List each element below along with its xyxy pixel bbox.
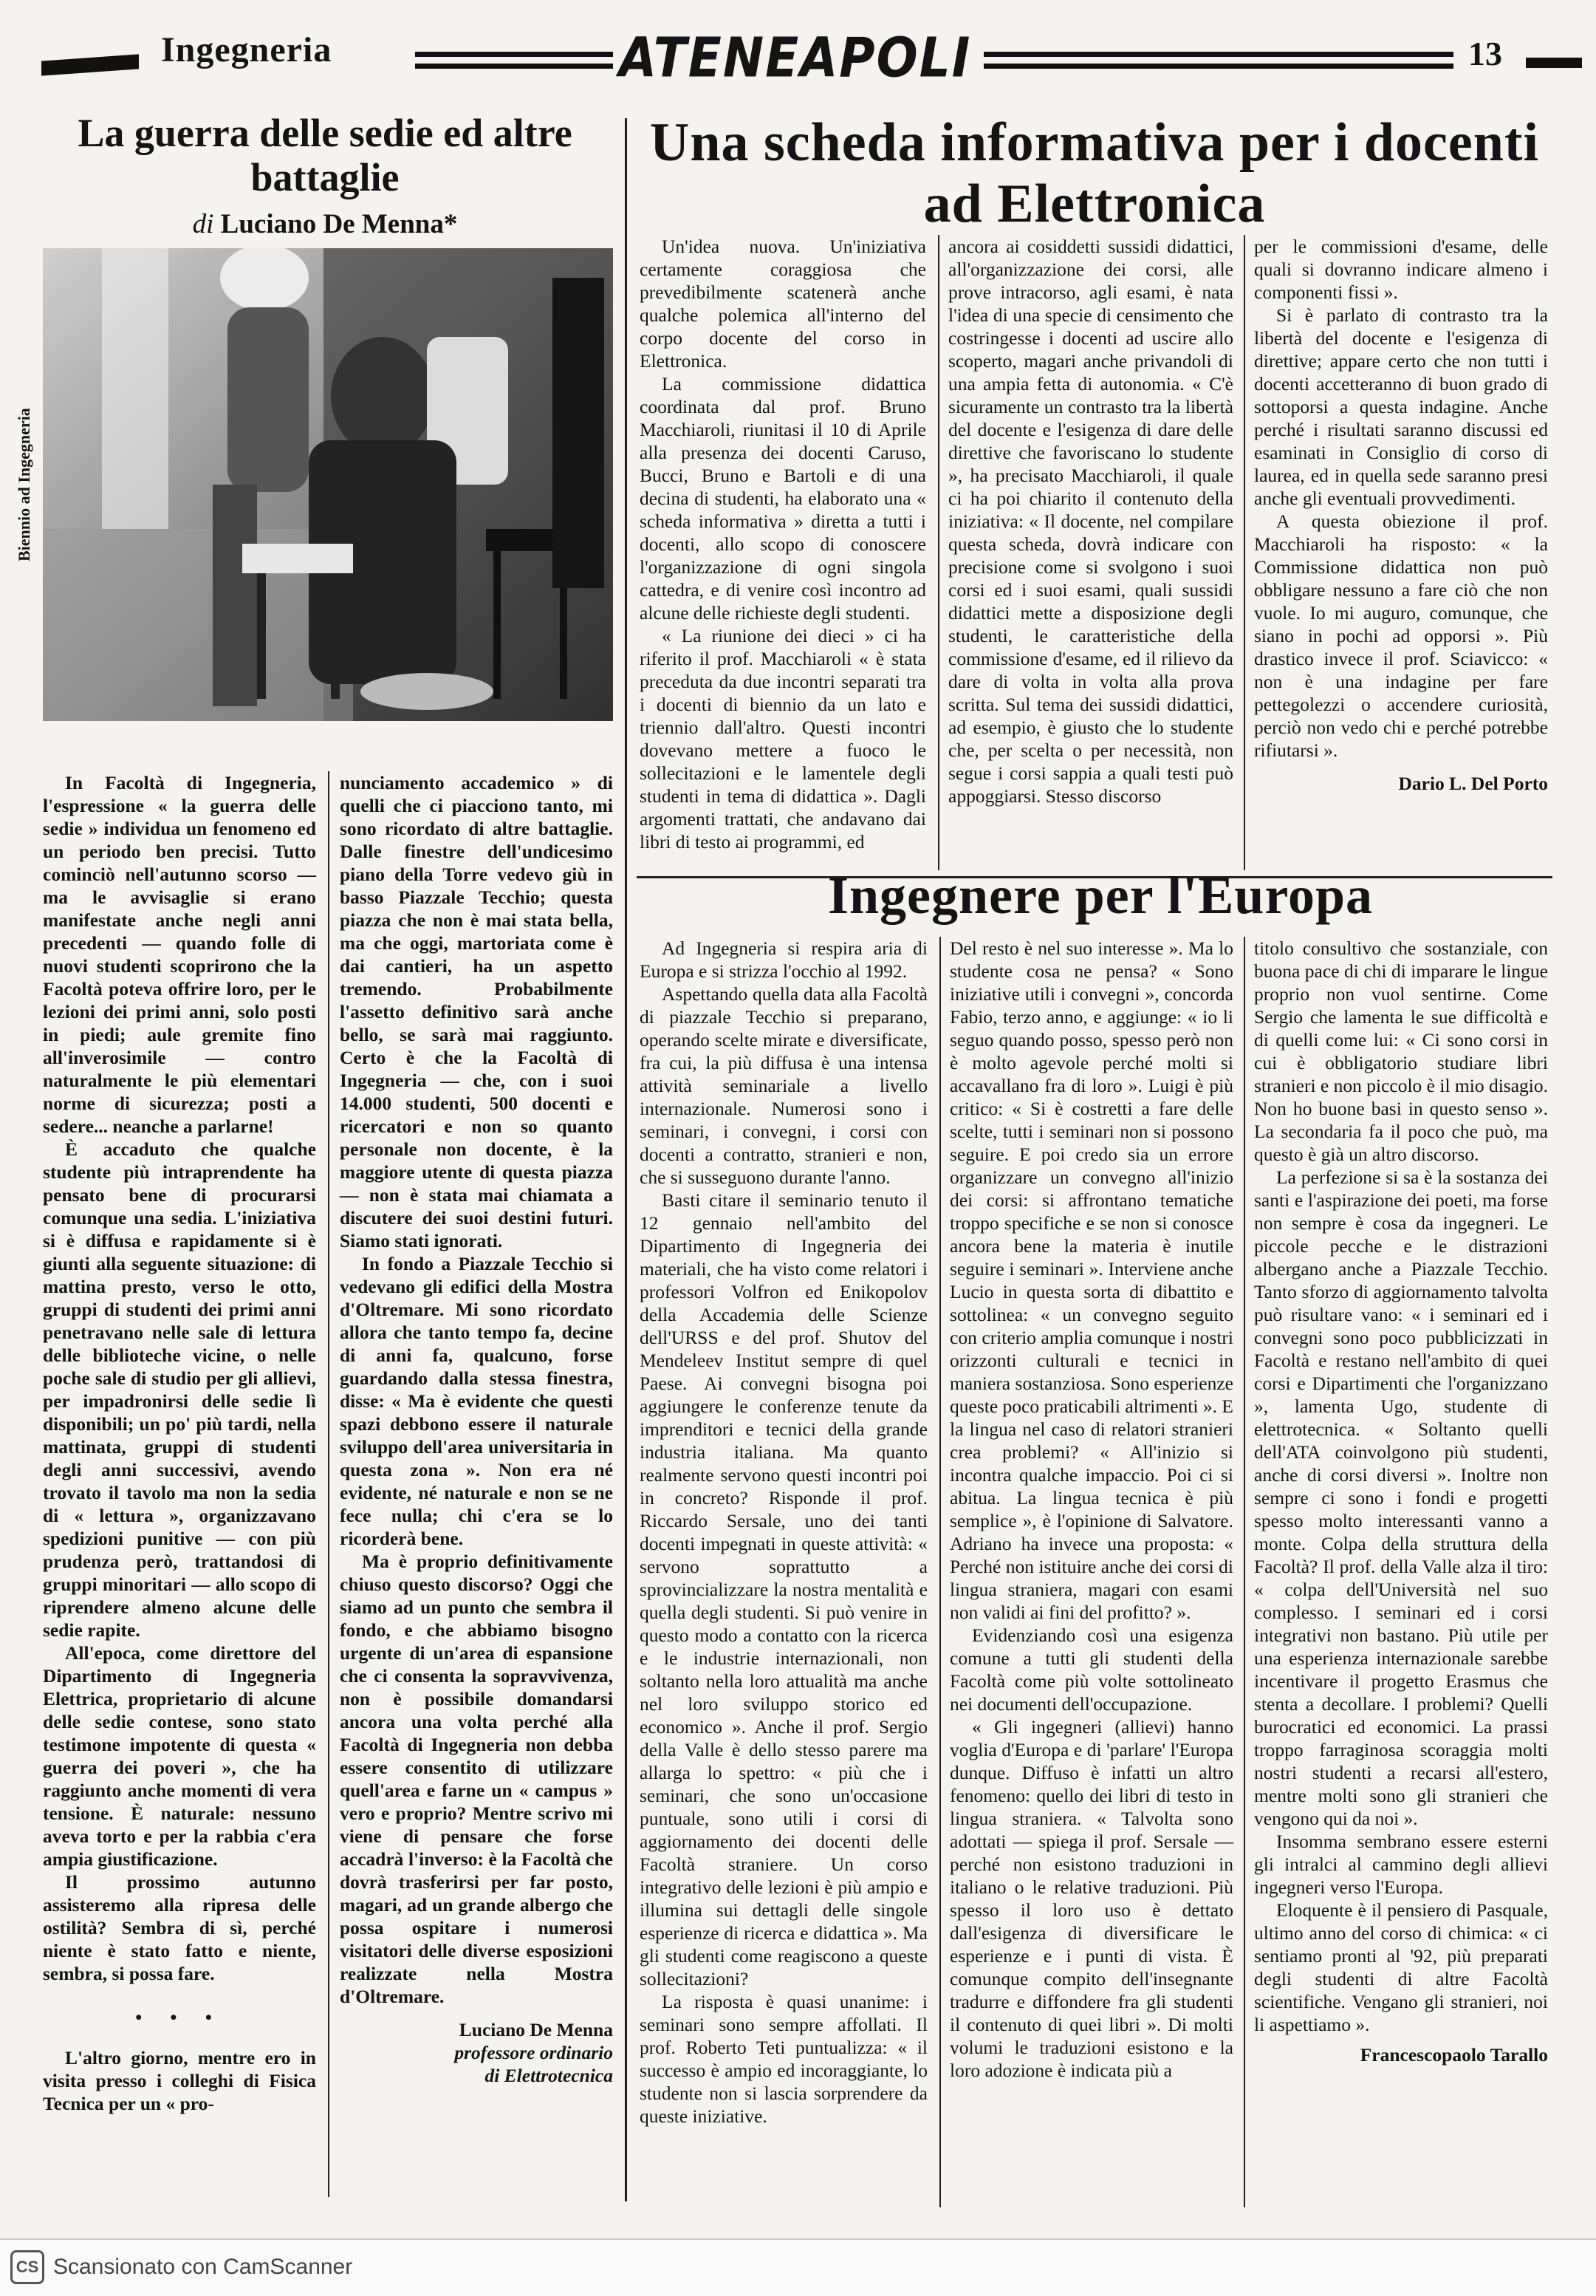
paragraph: All'epoca, come direttore del Dipartimento di Ingegneria Elettrica, proprietario di alcune delle sedie contese, sono stato testimone impotente di questa « guerra dei poveri », che ha raggiunto anche momenti di vera tensione. È naturale: nessuno aveva torto e per la rabbia c'era ampia giustificazione. bbox=[43, 1642, 316, 1870]
paragraph: Aspettando quella data alla Facoltà di piazzale Tecchio si preparano, operando scelte mirate e diversificate, fra cui, la più diffusa è una intensa attività seminariale a livello internazionale. Numerosi sono i seminari, i convegni, i corsi con docenti a contratto, stranieri e non, che si susseguono durante l'anno. bbox=[640, 983, 928, 1188]
article1-byline bbox=[59, 208, 591, 240]
column-divider-a3-2 bbox=[1244, 937, 1245, 2207]
paragraph: nunciamento accademico » di quelli che ci piacciono tanto, mi sono ricordato di altre battaglie. Dalle finestre dell'undicesimo piano della Torre vedevo giù in basso Piazzale Tecchio; questa piazza che non è mai stata bella, ma che oggi, martoriata come è dai cantieri, ha un aspetto tremendo. Probabilmente l'assetto definitivo sarà anche bello, se sarà mai raggiunto. Certo è che la Facoltà di Ingegneria — che, con i suoi 14.000 studenti, 500 docenti e ricercatori e non so quanto personale non docente, è la maggiore utente di questa piazza — non è stata mai chiamata a discutere dei suoi destini futuri. Siamo stati ignorati. bbox=[340, 772, 613, 1251]
column-divider-a2-1 bbox=[938, 235, 939, 870]
article1-title: La guerra delle sedie ed altre battaglie bbox=[78, 111, 572, 200]
article1-signature-name: Luciano De Menna bbox=[459, 2019, 613, 2040]
article2-title: Una scheda informativa per i docenti ad Elettronica bbox=[649, 112, 1540, 234]
paragraph: Ad Ingegneria si respira aria di Europa e si strizza l'occhio al 1992. bbox=[640, 937, 928, 982]
section-separator: • • • bbox=[135, 2006, 224, 2028]
byline-author: Luciano De Menna* bbox=[220, 209, 458, 239]
header-rule-right bbox=[984, 52, 1453, 57]
scanner-footer-text: Scansionato con CamScanner bbox=[53, 2255, 353, 2279]
article2-column-2 bbox=[948, 235, 1233, 807]
header-rule-left bbox=[41, 54, 139, 75]
paragraph: Eloquente è il pensiero di Pasquale, ultimo anno del corso di chimica: « ci sentiamo pronti al '92, più preparati degli studenti di altre Facoltà scientifiche. Vengano gli stranieri, noi li aspettiamo ». bbox=[1254, 1899, 1548, 2035]
paragraph: ancora ai cosiddetti sussidi didattici, all'organizzazione dei corsi, alle prove intracorso, agli esami, è nata l'idea di una specie di censimento che costringesse i docenti ad uscire allo scoperto, magari anche privandoli di una ampia fetta di autonomia. « C'è sicuramente un contrasto tra la libertà del docente e l'esigenza di dare delle direttive che favoriscano lo studente », ha precisato Macchiaroli, il quale ci ha poi chiarito il contenuto della iniziativa: « Il docente, nel compilare questa scheda, dovrà indicare con precisione come si svolgono i suoi corsi ed i suoi esami, quali sussidi didattici mette a disposizione degli studenti, le caratteristiche della commissione d'esame, ed il rilievo da dare di volta in volta alla prova scritta. Sul tema dei sussidi didattici, ad esempio, è giusto che lo studente che, per scelta o per necessità, non segue i corsi sappia a quali testi può appoggiarsi. Stesso discorso bbox=[948, 236, 1233, 807]
article3-column-1 bbox=[640, 937, 928, 2128]
header-rule-right-2 bbox=[984, 64, 1453, 69]
article2-column-1 bbox=[640, 235, 926, 853]
paragraph: La risposta è quasi unanime: i seminari sono sempre affollati. Il prof. Roberto Teti puntualizza: « il successo è ampio ed incoraggiante, lo studente non si lascia sorprendere da queste iniziative. bbox=[640, 1991, 928, 2127]
paragraph: Si è parlato di contrasto tra la libertà del docente e l'esigenza di direttive; appare certo che non tutti i docenti accetteranno di buon grado di sottoporsi a questa indagine. Anche perché i risultati saranno discussi ed esaminati in Consiglio di corso di laurea, ed in quella sede saranno presi anche gli eventuali provvedimenti. bbox=[1254, 304, 1548, 509]
paragraph: La commissione didattica coordinata dal prof. Bruno Macchiaroli, riunitasi il 10 di Aprile alla presenza dei docenti Caruso, Bucci, Bruno e Bartoli e di una decina di studenti, ha elaborato una « scheda informativa » diretta a tutti i docenti, allo scopo di conoscere l'organizzazione di ogni singola cattedra, e di venire così incontro ad alcune delle richieste degli studenti. bbox=[640, 373, 926, 623]
paragraph: Insomma sembrano essere esterni gli intralci al cammino degli allievi ingegneri verso l'Europa. bbox=[1254, 1831, 1548, 1898]
paragraph: Il prossimo autunno assisteremo alla ripresa delle ostilità? Sembra di sì, perché niente è stato fatto e niente, sembra, si possa fare. bbox=[43, 1871, 316, 1984]
paragraph: In Facoltà di Ingegneria, l'espressione « la guerra delle sedie » individua un fenomeno ed un periodo ben precisi. Tutto cominciò nell'autunno scorso — ma le avvisaglie si erano manifestate anche negli anni precedenti — quando folle di nuovi studenti scoprirono che la Facoltà poteva offrire loro, per le lezioni dei primi anni, solo posti in piedi; aule gremite fino all'inverosimile — contro naturalmente le più elementari norme di sicurezza; posti a sedere... neanche a parlarne! bbox=[43, 772, 316, 1137]
column-divider-a1 bbox=[328, 771, 329, 2197]
article1-photo bbox=[43, 248, 613, 721]
header-rule-mid-left bbox=[415, 52, 613, 57]
article3-column-3 bbox=[1254, 937, 1548, 2066]
paragraph: L'altro giorno, mentre ero in visita presso i colleghi di Fisica Tecnica per un « pro- bbox=[43, 2047, 316, 2114]
column-divider-main bbox=[625, 118, 627, 2201]
column-divider-a3-1 bbox=[939, 937, 941, 2207]
page-number: 13 bbox=[1468, 35, 1502, 72]
photo-students-with-chairs-icon bbox=[43, 248, 613, 721]
paragraph: Del resto è nel suo interesse ». Ma lo studente cosa ne pensa? « Sono iniziative utili i convegni », concorda Fabio, terzo anno, e aggiunge: « io li seguo quando posso, spesso però non è molto agevole perché molti si accavallano fra di loro ». Luigi è più critico: « Si è costretti a fare delle scelte, tutti i seminari non si possono seguire. E poi credo sia un errore organizzare un convegno all'inizio dei corsi: si affrontano tematiche troppo specifiche e se non si conosce ancora bene la materia è inutile seguire i seminari ». Interviene anche Lucio in questa sorta di dibattito e sottolinea: « un convegno seguito con criterio amplia comunque i nostri orizzonti culturali e tecnici in maniera sostanziosa. Sono esperienze queste poco praticabili altrimenti ». E la lingua nel caso di relatori stranieri crea problemi? « All'inizio si incontra qualche impaccio. Poi ci si abitua. La lingua tecnica è più semplice », è l'opinione di Salvatore. Adriano ha invece una proposta: « Perché non istituire anche dei corsi di lingua straniera, magari con esami non validi ai fini del profitto? ». bbox=[950, 937, 1233, 1623]
paragraph: Basti citare il seminario tenuto il 12 gennaio nell'ambito del Dipartimento di Ingegneria dei materiali, che ha visto come relatori i professori Volfron ed Enikopolov della Accademia delle Scienze dell'URSS e del prof. Shutov del Mendeleev Institut sempre di quel Paese. Ai convegni bisogna poi aggiungere le conferenze tenute da imprenditori e tecnici della grande industria italiana. Ma quanto realmente servono questi incontri poi in concreto? Risponde il prof. Riccardo Sersale, uno dei tanti docenti impegnati in queste attività: « servono soprattutto a sprovincializzare la nostra mentalità e quella degli studenti. Si può venire in questo modo a contatto con la ricerca e le industrie internazionali, non soltanto nella loro attualità ma anche nel loro sviluppo storico ed economico ». Anche il prof. Sergio della Valle è dello stesso parere ma allarga lo spettro: « più che i seminari, che sono un'occasione puntuale, sono utili i corsi di aggiornamento dei docenti delle Facoltà straniere. Un corso integrativo delle lezioni è più ampio e illumina sui dettagli delle singole esperienze di ricerca e didattica ». Ma gli studenti come reagiscono a queste sollecitazioni? bbox=[640, 1189, 928, 1989]
article1-column-2 bbox=[340, 771, 613, 2087]
article1-column-1 bbox=[43, 771, 316, 2115]
paragraph: Un'idea nuova. Un'iniziativa certamente coraggiosa che prevedibilmente scatenerà anche qualche polemica all'interno del corpo docente del corso in Elettronica. bbox=[640, 236, 926, 372]
article2-signature: Dario L. Del Porto bbox=[1398, 773, 1548, 794]
photo-caption: Biennio ad Ingegneria bbox=[15, 408, 33, 561]
column-divider-a2-2 bbox=[1244, 235, 1245, 870]
paragraph: « La riunione dei dieci » ci ha riferito il prof. Macchiaroli « è stata preceduta da due incontri separati tra i docenti di biennio da un lato e triennio dall'altro. Questi incontri dovevano mettere a fuoco le sollecitazioni e le lamentele degli studenti in tema di didattica ». Dagli argomenti trattati, che andavano dai libri di testo ai programmi, ed bbox=[640, 625, 926, 853]
paragraph: La perfezione si sa è la sostanza dei santi e l'aspirazione dei poeti, ma forse non sempre è cosa da ingegneri. Le piccole pecche e le distrazioni albergano anche a Piazzale Tecchio. Tanto sforzo di aggiornamento talvolta può risultare vano: « i seminari ed i convegni sono poco pubblicizzati in Facoltà e restano nell'ambito di quei corsi e Dipartimenti che l'organizzano », lamenta Ugo, studente di elettrotecnica. « Soltanto quelli dell'ATA coinvolgono più studenti, anche di corsi diversi ». Inoltre non sempre ci sono i fondi e progetti spesso molto interessanti vanno a monte. Colpa della struttura della Facoltà? Il prof. della Valle alza il tiro: « colpa dell'Università nel suo complesso. I seminari ed i corsi integrativi non bastano. Più utile per una esperienza internazionale sarebbe incentivare il progetto Erasmus che stenta a decollare. I problemi? Quelli burocratici ed economici. La prassi troppo farraginosa scoraggia molti nostri studenti a recarsi all'estero, mentre molti sono gli stranieri che vengono qui da noi ». bbox=[1254, 1166, 1548, 1829]
paragraph: « Gli ingegneri (allievi) hanno voglia d'Europa e di 'parlare' l'Europa dunque. Diffuso è infatti un altro fenomeno: quello dei libri di testo in lingua straniera. « Talvolta sono adottati — spiega il prof. Sersale — perché non esistono traduzioni in italiano o le relative traduzioni. Più spesso il loro uso è dettato dall'esigenza di diversificare le esperienze e i punti di vista. È comunque compito dell'insegnante tradurre e diffondere fra gli studenti il contenuto di quei libri ». Di molti volumi le traduzioni esistono e la loro adozione è indicata più a bbox=[950, 1716, 1233, 2081]
article1-signature-role-2: di Elettrotecnica bbox=[484, 2065, 613, 2086]
paragraph: Evidenziando così una esigenza comune a tutti gli studenti della Facoltà come più volte sottolineato nei documenti dell'occupazione. bbox=[950, 1624, 1233, 1715]
camscanner-logo-icon: CS bbox=[10, 2250, 44, 2284]
header-rule-mid-left-2 bbox=[415, 64, 613, 69]
paragraph: A questa obiezione il prof. Macchiaroli ha risposto: « la Commissione didattica non può obbligare nessuno a fare ciò che non vuole. Io mi auguro, comunque, che siano in pochi ad opporsi ». Più drastico invece il prof. Sciavicco: « non è una indagine per fare pettegolezzi o accendere curiosità, perciò non vedo chi e perché potrebbe rifiutarsi ». bbox=[1254, 510, 1548, 761]
header-rule-far-right bbox=[1526, 58, 1582, 68]
paragraph: In fondo a Piazzale Tecchio si vedevano gli edifici della Mostra d'Oltremare. Mi sono ricordato allora che tanto tempo fa, decine di anni fa, qualcuno, forse guardando dalla stessa finestra, disse: « Ma è evidente che questi spazi debbono essere il naturale sviluppo dell'area universitaria in questa zona ». Non era né evidente, né naturale e non se ne fece nulla; chi c'era se lo ricorderà bene. bbox=[340, 1253, 613, 1549]
paragraph: titolo consultivo che sostanziale, con buona pace di chi di imparare le lingue proprio non vuol sentirne. Come Sergio che lamenta le sue difficoltà e di quelli come lui: « Ci sono corsi in cui è obbligatorio studiare libri stranieri e non piccolo è il mio disagio. Non ho buone basi in questo senso ». La secondaria fa il poco che può, ma questo è già un altro discorso. bbox=[1254, 937, 1548, 1165]
article3-column-2 bbox=[950, 937, 1233, 2082]
article2-column-3 bbox=[1254, 235, 1548, 795]
section-title: Ingegneria bbox=[161, 30, 332, 69]
paragraph: È accaduto che qualche studente più intraprendente ha pensato bene di procurarsi comunque una sedia. L'iniziativa si è diffusa e rapidamente si è giunti alla seguente situazione: di mattina presto, verso le otto, gruppi di studenti dei primi anni penetravano nelle sale di lettura delle biblioteche vicine, o nelle poche sale di studio per gli allievi, per impadronirsi delle sedie lì disponibili; un po' più tardi, nella mattinata, gruppi di studenti degli anni successivi, avendo trovato il tavolo ma non la sedia di « lettura », organizzavano spedizioni punitive — con più prudenza però, trattandosi di gruppi minoritari — allo scopo di riprendere almeno alcune delle sedie rapite. bbox=[43, 1138, 316, 1641]
article3-title: Ingegnere per l'Europa bbox=[827, 866, 1374, 925]
paragraph: per le commissioni d'esame, delle quali si dovranno indicare almeno i componenti fissi ». bbox=[1254, 236, 1548, 303]
byline-prefix: di bbox=[192, 209, 214, 239]
article1-signature-role-1: professore ordinario bbox=[454, 2042, 613, 2063]
paragraph: Ma è proprio definitivamente chiuso questo discorso? Oggi che siamo ad un punto che sembra il fondo, e che abbiamo bisogno urgente di un'area di espansione che ci consenta la sopravvivenza, non è possibile domandarsi ancora una volta perché alla Facoltà di Ingegneria non debba essere consentito di utilizzare quell'area e farne un « campus » vero e proprio? Mentre scrivo mi viene di pensare che forse accadrà l'inverso: è la Facoltà che dovrà trasferirsi per far posto, magari, ad un grande albergo che possa ospitare i numerosi visitatori delle diverse esposizioni realizzate nella Mostra d'Oltremare. bbox=[340, 1551, 613, 2007]
masthead-logo: ATENEAPOLI bbox=[619, 26, 972, 90]
article3-signature: Francescopaolo Tarallo bbox=[1360, 2044, 1548, 2066]
